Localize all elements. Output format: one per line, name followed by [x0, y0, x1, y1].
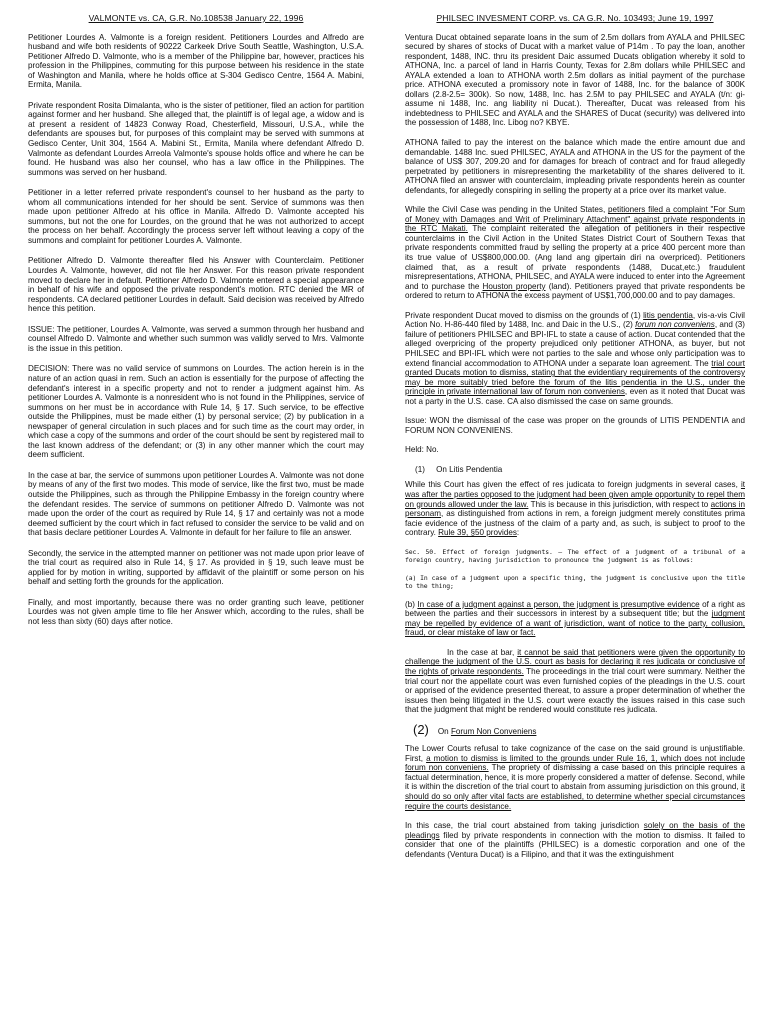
text-run: This is because in this jurisdiction, with respect to — [528, 499, 711, 509]
underlined-text: judgment may be repelled by evidence of a want of jurisdiction, want of notice to the party, collusion, fraud, or clear mistake of law or fact. — [405, 609, 745, 638]
text-run: The Lower Courts refusal to take cognizance of the case on the said ground is unjustifiable. First, — [405, 744, 745, 763]
underlined-text: it was after the parties opposed to the judgment had been given ample opportunity to repel them on grounds allowed under the law. — [405, 480, 745, 509]
text-run: (land). Petitioners prayed that private respondents be ordered to return to ATHONA the excess payment of US$1,700,000.00 and to pay damages. — [405, 281, 746, 301]
case-title-valmonte: VALMONTE vs. CA, G.R. No.108538 January 22, 1996 — [88, 13, 304, 23]
underlined-text: forum non conveniens — [635, 320, 715, 330]
text-run: The complaint reiterated the allegation of petitioners in their respective counterclaims in the Civil Action in the United States District Court of Southern Texas that private respondents committed fraud by selling the property at a price 400 percent more than its true value of US$800,000.00. (Ang land ang gipertain diri na overpriced). Petitioners claimed that, as a result of private respondents (1488, Ducat,etc.) fraudulent misrepresentations, ATHONA, PHILSEC, and AYALA were induced to enter into the Agreement and to purchase the — [405, 224, 745, 291]
underlined-text: Rule 39, §50 provides — [438, 528, 517, 538]
paragraph: Private respondent Rosita Dimalanta, who is the sister of petitioner, filed an action for partition against former and her husband. She alleged that, the plaintiff is of legal age, a widow and is at present a resident of 14823 Conway Road, Chesterfield, Missouri, U.S.A., while the defendants are spouses but, for purposes of this complaint may be served with summons at Gedisco Center, Unit 304, 1564 A. Mabini St., Ermita, Manila where defendant Alfredo D. Valmonte as defendant Lourdes Arreola Valmonte's spouse holds office and where he can be found. He husband was also her counsel, who has a law office in the Philippines. The summons was served on her husband. — [28, 100, 364, 177]
subheading-litis-pendentia: (1) On Litis Pendentia — [415, 464, 503, 474]
right-column — [405, 14, 745, 869]
underlined-text: trial court granted Ducats motion to dismiss, stating that the evidentiary requirements of the controversy may be more suitably tried before the forum of the litis pendentia in the U.S., under the principle in private international law of forum non conveniens — [405, 358, 745, 397]
underlined-text: petitioners filed a complaint "For Sum of Money with Damages and Writ of Preliminary Attachment" against private respondents in the RTC Makati. — [405, 205, 746, 234]
underlined-text: Forum Non Conveniens — [450, 726, 537, 736]
paragraph: Secondly, the service in the attempted manner on petitioner was not made upon prior leave of the trial court as required also in Rule 14, § 17. As provided in § 19, such leave must be applied for by motion in writing, supported by affidavit of the plaintiff or some person on his behalf and setting forth the grounds for the application. — [28, 548, 364, 587]
paragraph: Petitioner Alfredo D. Valmonte thereafter filed his Answer with Counterclaim. Petitioner Lourdes A. Valmonte, however, did not file her Answer. For this reason private respondent moved to declare her in default. Petitioner Alfredo D. Valmonte entered a special appearance in behalf of his wife and opposed the private respondent's motion. RTC denied the MR of respondents. CA declared petitioner Lourdes in default. Said decision was received by Alfredo hence this petition. — [28, 256, 364, 314]
paragraph — [405, 821, 745, 859]
paragraph: Finally, and most importantly, because there was no order granting such leave, petitioner Lourdes was not given ample time to file her Answer which, according to the rules, shall be not less than sixty (60) days after notice. — [28, 597, 364, 626]
text-run: , even as it noted that Ducat was not a party in the U.S. case. CA also dismissed the case on same grounds. — [405, 387, 745, 406]
underlined-text: solely on the basis of the pleadings — [405, 821, 745, 840]
text-run: The proceedings in the trial court were summary. Neither the trial court nor the appellate court was even furnished copies of the pleadings in the U.S. court or apprised of the evidence presented thereat, to assure a proper determination of whether the issues then being litigated in the U.S. court were exactly the issues raised in this case such that the judgment that might be rendered would constitute res judicata. — [405, 666, 745, 715]
text-run: The propriety of dismissing a case based on this principle requires a factual determination, hence, it is more properly considered a matter of defense. Second, while it is within the discretion of the trial court to abstain from assuming jurisdiction on this ground, — [405, 763, 745, 792]
held-paragraph: Held: No. — [405, 445, 439, 455]
text-run: , vis-a-vis Civil Action No. H-86-440 filed by 1488, Inc. and Daic in the U.S., (2) — [405, 310, 745, 330]
text-run: , as distinguished from actions in rem, a foreign judgment merely constitutes prima facie evidence of the justness of the claim of a party and, as such, is subject to proof to the contrary. — [405, 509, 745, 538]
issue-paragraph: ISSUE: The petitioner, Lourdes A. Valmonte, was served a summon through her husband and counsel Alfredo D. Valmonte and whether such summon was validly served to Mrs. Valmonte is the issue in this petition. — [28, 324, 364, 353]
text-run: While this Court has given the effect of res judicata to foreign judgments in several cases, — [405, 480, 741, 490]
left-column — [28, 14, 364, 638]
rule-section-text: Sec. 50. Effect of foreign judgments. — The effect of a judgment of a tribunal of a foreign country, having jurisdiction to pronounce the judgment is as follows: — [405, 547, 745, 564]
paragraph: ATHONA failed to pay the interest on the balance which made the entire amount due and demandable. 1488 Inc. sued PHILSEC, AYALA and ATHONA in the US for the payment of the balance of US$ 307, 209.20 and for damages for breach of contract and for fraud allegedly perpetrated by petitioners in misrepresenting the marketability of the shares delivered to it. ATHONA filed an answer with counterclaim, impleading private respondents herein as counter defendants, for allegedly conspiring in selling the property at a price over its market value. — [405, 138, 745, 195]
text-run: of a right as between the parties and their successors in interest by a subsequent title; but the — [405, 599, 745, 619]
paragraph — [405, 311, 745, 406]
text-run: filed by private respondents in connection with the motion to dismiss. It failed to consider that one of the plaintiffs (PHILSEC) is a domestic corporation and one of the defendants (Ventura Ducat) is a Filipino, and that it was the extinguishment — [405, 830, 745, 859]
text-run: In the case at bar, — [447, 647, 518, 657]
text-run: In this case, the trial court abstained from taking jurisdiction — [405, 821, 644, 831]
paragraph: In the case at bar, the service of summons upon petitioner Lourdes A. Valmonte was not done by means of any of the first two modes. This mode of service, like the first two, must be made outside the Philippines, such as through the Philippine Embassy in the foreign country where the defendant resides. The service of summons on petitioner Alfredo D. Valmonte was not made upon the order of the court as required by Rule 14, § 17 and certainly was not a mode deemed sufficient by the court which in fact refused to consider the service to be valid and on that basis declare petitioner Lourdes A. Valmonte in default for her failure to file an answer. — [28, 470, 364, 538]
case-title-philsec: PHILSEC INVESMENT CORP. vs. CA G.R. No. 103493; June 19, 1997 — [436, 13, 714, 23]
underlined-text: it cannot be said that petitioners were given the opportunity to challenge the judgment of the U.S. court as basis for declaring it res judicata or conclusive of the rights of private respondents. — [405, 647, 746, 676]
heading-number: (2) — [413, 721, 429, 737]
underlined-text: In case of a judgment against a person, the judgment is presumptive evidence — [417, 599, 700, 609]
paragraph — [405, 744, 745, 811]
issue-paragraph: Issue: WON the dismissal of the case was proper on the grounds of LITIS PENDENTIA and FORUM NON CONVENIENS. — [405, 416, 745, 435]
subheading-forum-non-conveniens — [413, 721, 745, 737]
underlined-text: a motion to dismiss is limited to the grounds under Rule 16, 1, which does not include forum non conveniens. — [405, 753, 745, 773]
paragraph: Ventura Ducat obtained separate loans in the sum of 2.5m dollars from AYALA and PHILSEC secured by shares of stocks of Ducat with a market value of P14m . To pay the loan, another respondent, 1488, INC. thru its president Daic assumed Ducats obligation whereby it sold to ATHONA, Inc. a parcel of land in Harris County, Texas for 2.8m dollars while PHILSEC and AYALA extended a loan to ATHONA worth 2.5m dollars as initial payment of the purchase price. ATHONA executed a promissory note in favor of 1488, Inc. for the balance of 300K dollars (2.8-2.5= 300k). So now, 1488, Inc. has 2.5M to pay PHILSEC and AYALA (t/n: gi-assume ni 1488, Inc. ang liability ni Ducat.). Thereafter, Ducat was released from his indebtedness to PHILSEC and AYALA and the SHARES of Ducat (security) was delivered into the possession of 1488, Inc. Libog no? KBYE. — [405, 32, 745, 128]
text-run: (b) — [405, 599, 418, 609]
underlined-text: it should do so only after vital facts are established, to determine whether special circumstances require the courts desistance. — [405, 782, 745, 811]
paragraph — [405, 205, 745, 300]
paragraph: Petitioner Lourdes A. Valmonte is a foreign resident. Petitioners Lourdes and Alfredo are husband and wife both residents of 90222 Carkeek Drive South Seattle, Washington, U.S.A. Petitioner Alfredo D. Valmonte, who is a member of the Philippine bar, however, practices his profession in the Philippines, commuting for this purpose between his residence in the state of Washington and Manila, where he holds office at S-304 Gedisco Centre, 1564 A. Mabini, Ermita, Manila. — [28, 32, 364, 90]
rule-clause-a: (a) In case of a judgment upon a specific thing, the judgment is conclusive upon the title to the thing; — [405, 573, 745, 590]
underlined-text: actions in personam — [405, 499, 745, 519]
paragraph — [405, 648, 745, 715]
paragraph: Petitioner in a letter referred private respondent's counsel to her husband as the party to whom all communications intended for her should be sent. Service of summons was then made upon petitioner Alfredo at his office in Manila. Alfredo D. Valmonte accepted his summons, but not the one for Lourdes, on the ground that he was not authorized to accept the process on her behalf. Accordingly the process server left without leaving a copy of the summons and complaint for petitioner Lourdes A. Valmonte. — [28, 188, 364, 245]
text-run: On — [437, 726, 451, 736]
underlined-text: Houston property — [482, 281, 546, 291]
text-run: Private respondent Ducat moved to dismiss on the grounds of (1) — [405, 310, 644, 320]
underlined-text: litis pendentia — [643, 310, 693, 320]
rule-clause-b — [405, 600, 745, 638]
text-run: , and (3) failure of petitioners PHILSEC and BPI-IFL to state a cause of action. Ducat contended that the alleged overpricing of the property prejudiced only petitioner ATHONA, as buyer, but not PHILSEC and BPI-IFL which were not parties to the sale and whose only participation was to extend financial accommodation to ATHONA under a separate loan agreement. The — [405, 320, 746, 368]
text-run: : — [516, 528, 520, 538]
paragraph — [405, 480, 745, 537]
decision-paragraph: DECISION: There was no valid service of summons on Lourdes. The action herein is in the nature of an action quasi in rem. Such an action is essentially for the purpose of affecting the defendant's interest in a specific property and not to render a judgment against him. As petitioner Lourdes A. Valmonte is a nonresident who is not found in the Philippines, service of summons on her must be in accordance with Rule 14, § 17. Such service, to be effective outside the Philippines, must be made either (1) by personal service; (2) by publication in a newspaper of general circulation in such places and for such time as the court may order, in which case a copy of the summons and order of the court should be sent by registered mail to the last known address of the defendant; or (3) in any other manner which the court may deem sufficient. — [28, 364, 364, 460]
text-run: While the Civil Case was pending in the United States, — [405, 205, 609, 215]
